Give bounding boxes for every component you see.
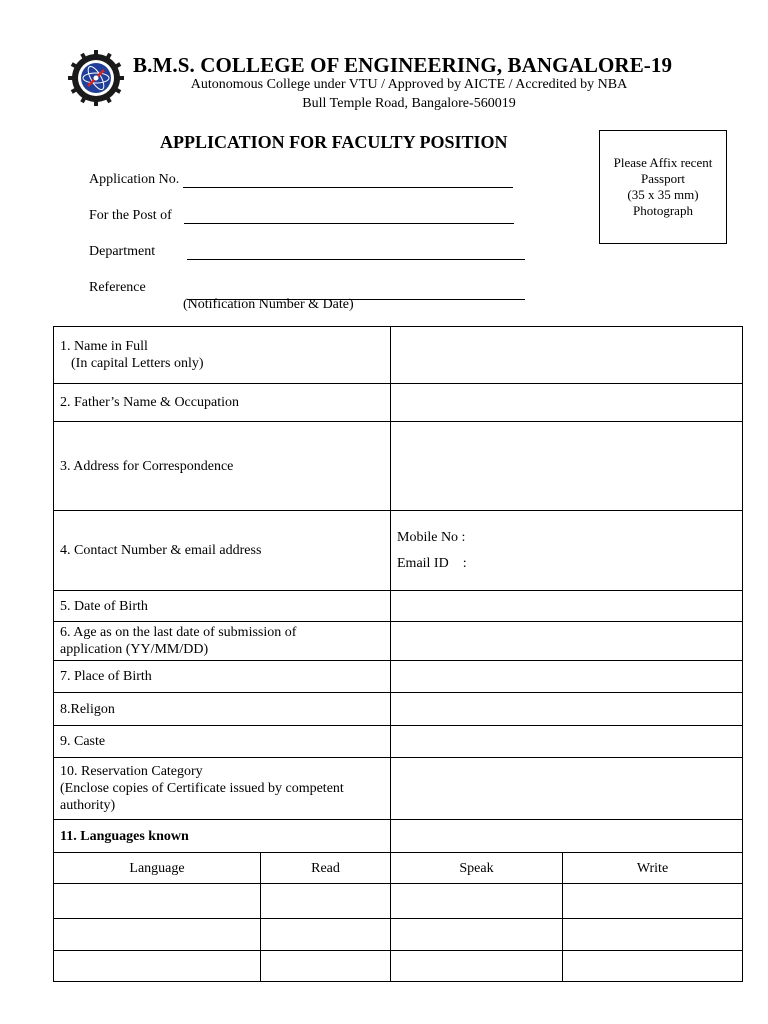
name-note: (In capital Letters only) bbox=[71, 356, 204, 371]
dob-label: 5. Date of Birth bbox=[54, 591, 391, 622]
reference-label: Reference bbox=[89, 280, 146, 295]
form-title: APPLICATION FOR FACULTY POSITION bbox=[160, 132, 508, 152]
religion-label: 8.Religon bbox=[54, 693, 391, 726]
age-input-cell[interactable] bbox=[391, 622, 743, 661]
photo-line-1: Please Affix recent bbox=[613, 155, 713, 170]
caste-input-cell[interactable] bbox=[391, 726, 743, 758]
contact-label: 4. Contact Number & email address bbox=[54, 511, 391, 591]
address-label: 3. Address for Correspondence bbox=[54, 422, 391, 511]
language-row bbox=[54, 919, 743, 951]
read-header: Read bbox=[261, 853, 391, 884]
name-label-cell bbox=[54, 327, 391, 384]
photo-box bbox=[599, 130, 727, 244]
application-no-label: Application No. bbox=[89, 172, 180, 187]
college-name: B.M.S. COLLEGE OF ENGINEERING, BANGALORE-19 bbox=[133, 53, 673, 77]
write-cell[interactable] bbox=[563, 884, 743, 919]
pob-input-cell[interactable] bbox=[391, 661, 743, 693]
language-row bbox=[54, 951, 743, 982]
department-label: Department bbox=[89, 244, 156, 259]
religion-input-cell[interactable] bbox=[391, 693, 743, 726]
table-row bbox=[54, 622, 743, 661]
application-no-line bbox=[183, 186, 513, 188]
table-row bbox=[54, 693, 743, 726]
languages-header-row bbox=[54, 853, 743, 884]
email-label: Email ID : bbox=[397, 556, 467, 571]
write-header: Write bbox=[563, 853, 743, 884]
photo-line-2: Passport bbox=[640, 171, 686, 186]
application-no-field[interactable] bbox=[89, 172, 513, 188]
college-address: Bull Temple Road, Bangalore-560019 bbox=[302, 96, 516, 111]
speak-cell[interactable] bbox=[391, 951, 563, 982]
post-label: For the Post of bbox=[89, 208, 172, 223]
name-label: 1. Name in Full bbox=[60, 339, 148, 354]
college-logo bbox=[68, 50, 124, 106]
dob-input-cell[interactable] bbox=[391, 591, 743, 622]
language-cell[interactable] bbox=[54, 919, 261, 951]
speak-header: Speak bbox=[391, 853, 563, 884]
reservation-input-cell[interactable] bbox=[391, 758, 743, 820]
photo-line-4: Photograph bbox=[633, 203, 693, 218]
language-cell[interactable] bbox=[54, 884, 261, 919]
contact-input-cell[interactable] bbox=[391, 511, 743, 591]
language-cell[interactable] bbox=[54, 951, 261, 982]
age-label-cont: application (YY/MM/DD) bbox=[60, 642, 209, 657]
reference-note: (Notification Number & Date) bbox=[183, 297, 354, 312]
table-row bbox=[54, 820, 743, 853]
application-form-table bbox=[53, 326, 743, 982]
speak-cell[interactable] bbox=[391, 884, 563, 919]
write-cell[interactable] bbox=[563, 919, 743, 951]
name-input-cell[interactable] bbox=[391, 327, 743, 384]
reference-field[interactable] bbox=[89, 280, 525, 296]
language-row bbox=[54, 884, 743, 919]
read-cell[interactable] bbox=[261, 919, 391, 951]
table-row bbox=[54, 661, 743, 693]
post-line bbox=[184, 222, 514, 224]
read-cell[interactable] bbox=[261, 884, 391, 919]
read-cell[interactable] bbox=[261, 951, 391, 982]
college-accreditation: Autonomous College under VTU / Approved by AICTE / Accredited by NBA bbox=[190, 77, 628, 92]
age-label-cell bbox=[54, 622, 391, 661]
mobile-label: Mobile No : bbox=[397, 530, 466, 545]
table-row bbox=[54, 384, 743, 422]
age-label: 6. Age as on the last date of submission of bbox=[60, 625, 297, 640]
language-header: Language bbox=[54, 853, 261, 884]
father-input-cell[interactable] bbox=[391, 384, 743, 422]
table-row bbox=[54, 726, 743, 758]
reservation-note: (Enclose copies of Certificate issued by competent bbox=[60, 781, 344, 796]
caste-label: 9. Caste bbox=[54, 726, 391, 758]
write-cell[interactable] bbox=[563, 951, 743, 982]
department-line bbox=[187, 258, 525, 260]
pob-label: 7. Place of Birth bbox=[54, 661, 391, 693]
father-label: 2. Father’s Name & Occupation bbox=[54, 384, 391, 422]
reservation-label-cell bbox=[54, 758, 391, 820]
reservation-label: 10. Reservation Category bbox=[60, 764, 203, 779]
speak-cell[interactable] bbox=[391, 919, 563, 951]
reservation-note-cont: authority) bbox=[60, 798, 116, 813]
table-row bbox=[54, 591, 743, 622]
languages-label: 11. Languages known bbox=[54, 820, 391, 853]
table-row bbox=[54, 422, 743, 511]
address-input-cell[interactable] bbox=[391, 422, 743, 511]
table-row bbox=[54, 511, 743, 591]
table-row bbox=[54, 327, 743, 384]
languages-blank-cell bbox=[391, 820, 743, 853]
post-field[interactable] bbox=[89, 208, 514, 224]
table-row bbox=[54, 758, 743, 820]
department-field[interactable] bbox=[89, 244, 525, 260]
photo-line-3: (35 x 35 mm) bbox=[627, 187, 699, 202]
